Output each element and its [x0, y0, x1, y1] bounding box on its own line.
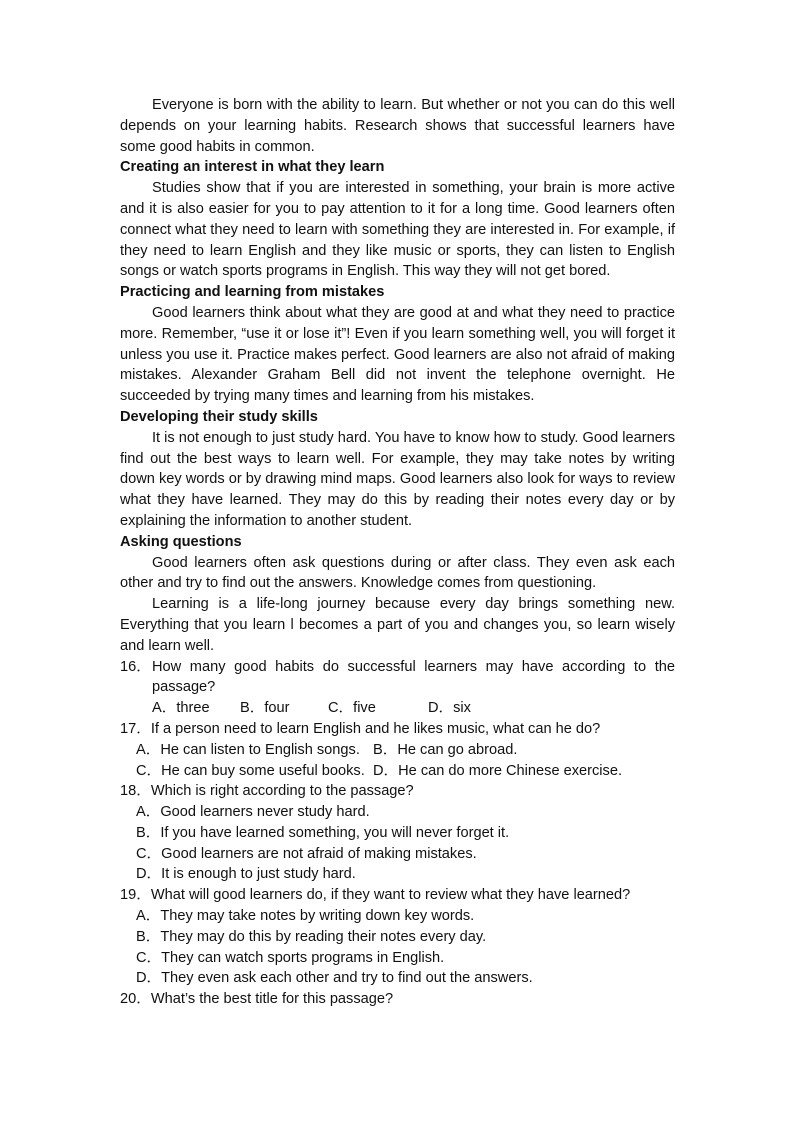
option-c[interactable]: C．five — [328, 700, 376, 717]
option-b[interactable]: B．They may do this by reading their notes every day. — [136, 928, 487, 945]
question-number: 16． — [120, 658, 151, 675]
question-17-options-row-2 — [136, 761, 675, 782]
option-a[interactable]: A．Good learners never study hard. — [136, 804, 370, 821]
question-19 — [120, 885, 675, 906]
question-17-options-row-1 — [136, 740, 675, 761]
section-heading-interest: Creating an interest in what they learn — [120, 159, 385, 176]
document-page — [120, 95, 675, 1010]
option-a[interactable]: A．three — [152, 700, 210, 717]
option-c[interactable]: C．Good learners are not afraid of making mistakes. — [136, 845, 477, 862]
question-text: What will good learners do, if they want to review what they have learned? — [150, 887, 631, 904]
option-d[interactable]: D．It is enough to just study hard. — [136, 866, 356, 883]
question-16-options — [152, 698, 675, 719]
section-paragraph-questions: Good learners often ask questions during or after class. They even ask each other and try to find out the answers. Knowledge comes from questioning. — [120, 554, 675, 592]
option-d[interactable]: D．six — [428, 700, 471, 717]
option-b[interactable]: B．He can go abroad. — [373, 741, 518, 758]
question-18 — [120, 781, 675, 802]
section-paragraph-study-skills: It is not enough to just study hard. You have to know how to study. Good learners find out the best ways to learn well. For example, they may take notes by writing down key words or by drawing mind maps. Good learners also look for ways to review what they have learned. They may do this by reading their notes every day or by explaining the information to another student. — [120, 429, 676, 529]
option-d[interactable]: D．He can do more Chinese exercise. — [373, 762, 623, 779]
section-paragraph-practice: Good learners think about what they are good at and what they need to practice more. Remember, “use it or lose it”! Even if you learn something well, you will forget it unless you use it. Practice makes perfect. Good learners are also not afraid of making mistakes. Alexander Graham Bell did not invent the telephone overnight. He succeeded by trying many times and learning from his mistakes. — [120, 304, 675, 405]
question-20 — [120, 989, 675, 1010]
section-heading-questions: Asking questions — [120, 533, 242, 550]
section-heading-study-skills: Developing their study skills — [120, 408, 318, 425]
option-c[interactable]: C．They can watch sports programs in English. — [136, 949, 445, 966]
question-number: 20． — [120, 991, 151, 1008]
question-text: Which is right according to the passage? — [150, 783, 414, 800]
section-paragraph-interest: Studies show that if you are interested in something, your brain is more active and it is also easier for you to pay attention to it for a long time. Good learners often connect what they need to learn with something they are interested in. For example, if they need to learn English and they like music or sports, they can listen to English songs or watch sports programs in English. This way they will not get bored. — [120, 180, 675, 280]
option-b[interactable]: B．four — [240, 700, 290, 717]
question-number: 19． — [120, 887, 151, 904]
question-text: What’s the best title for this passage? — [150, 991, 394, 1008]
option-d[interactable]: D．They even ask each other and try to find out the answers. — [136, 970, 533, 987]
closing-paragraph: Learning is a life-long journey because every day brings something new. Everything that you learn l becomes a part of you and changes you, so learn wisely and learn well. — [120, 596, 675, 654]
question-text: How many good habits do successful learners may have according to the passage? — [152, 658, 675, 696]
question-text: If a person need to learn English and he likes music, what can he do? — [150, 720, 601, 737]
question-number: 17． — [120, 720, 151, 737]
section-heading-practice: Practicing and learning from mistakes — [120, 284, 385, 301]
question-16 — [120, 657, 675, 699]
option-c[interactable]: C．He can buy some useful books. — [136, 762, 365, 779]
question-number: 18． — [120, 783, 151, 800]
option-a[interactable]: A．They may take notes by writing down key words. — [136, 908, 475, 925]
option-b[interactable]: B．If you have learned something, you will never forget it. — [136, 824, 510, 841]
question-17 — [120, 719, 675, 740]
intro-paragraph: Everyone is born with the ability to learn. But whether or not you can do this well depends on your learning habits. Research shows that successful learners have some good habits in common. — [120, 97, 675, 155]
option-a[interactable]: A．He can listen to English songs. — [136, 741, 360, 758]
